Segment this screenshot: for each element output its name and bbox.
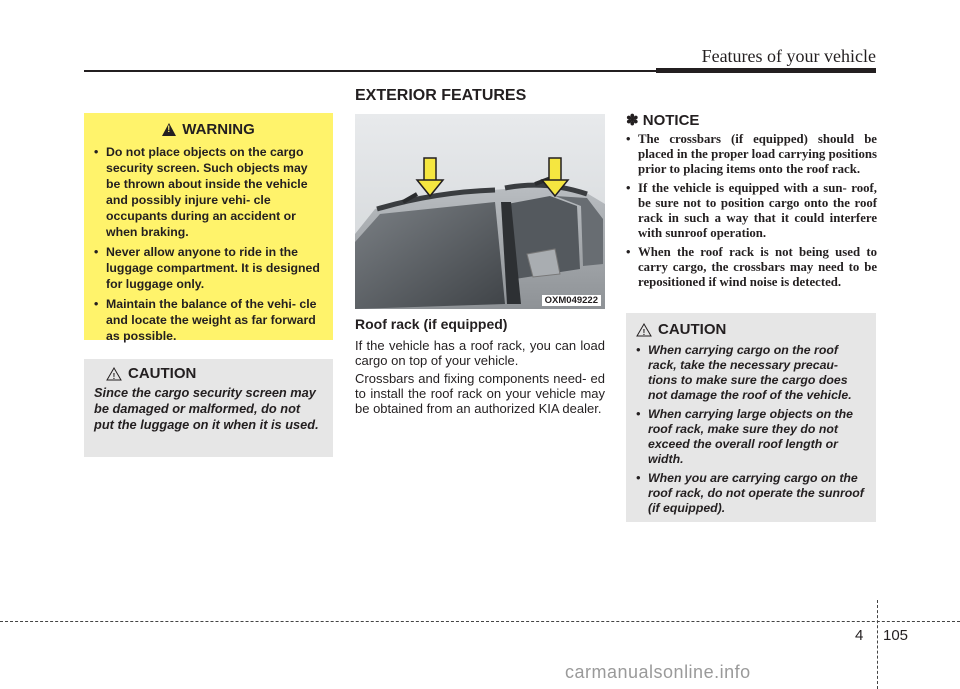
roof-rack-heading: Roof rack (if equipped) <box>355 316 508 332</box>
roof-rack-paragraph: Crossbars and fixing components need- ed to install the roof rack on your vehicle may be obtained from an authorized KIA dealer. <box>355 371 605 416</box>
notice-title: ✽ NOTICE <box>626 112 700 129</box>
list-item: • Maintain the balance of the vehi- cle and locate the weight as far forward as possible. <box>94 296 323 344</box>
header-rule-accent <box>656 68 876 73</box>
vehicle-roof-image <box>355 114 605 309</box>
list-item: • If the vehicle is equipped with a sun- roof, be sure not to position cargo onto the roof rack in such a way that it could interfere with sunroof operation. <box>626 181 877 241</box>
caution-triangle-icon <box>636 323 652 337</box>
caution-list <box>636 343 866 516</box>
svg-text:!: ! <box>112 371 116 381</box>
list-item: • When the roof rack is not being used to carry cargo, the crossbars may need to be repositioned if wind noise is detected. <box>626 245 877 290</box>
warning-title <box>94 121 323 138</box>
watermark[interactable]: carmanualsonline.info <box>565 662 751 682</box>
notice-list <box>626 132 877 294</box>
caution-box-cargo-screen <box>84 359 333 457</box>
footer-rule <box>0 621 960 622</box>
list-item: • Never allow anyone to ride in the luggage compartment. It is designed for luggage only. <box>94 244 323 292</box>
warning-title-text: WARNING <box>182 121 255 138</box>
page-number: 105 <box>883 627 909 644</box>
caution-triangle-icon <box>106 367 122 381</box>
warning-triangle-icon <box>162 123 176 136</box>
caution-title-text: CAUTION <box>658 321 727 338</box>
section-heading: EXTERIOR FEATURES <box>355 87 527 104</box>
list-item: • The crossbars (if equipped) should be placed in the proper load carrying positions prior to placing items onto the roof rack. <box>626 132 877 177</box>
caution-title <box>94 365 323 382</box>
running-header: Features of your vehicle <box>701 46 876 66</box>
caution-box-roof-rack <box>626 313 876 522</box>
roof-rack-illustration <box>355 114 605 309</box>
warning-list <box>94 144 323 344</box>
list-item: • Do not place objects on the cargo security screen. Such objects may be thrown about inside the vehicle and possibly injure vehi- cle occupants during an accident or when braking. <box>94 144 323 240</box>
footer-divider <box>877 600 878 689</box>
list-item: • When you are carrying cargo on the roof rack, do not operate the sunroof (if equipped). <box>636 471 866 516</box>
caution-text: Since the cargo security screen may be damaged or malformed, do not put the luggage on it when it is used. <box>94 385 319 432</box>
chapter-number: 4 <box>855 627 864 644</box>
list-item: • When carrying cargo on the roof rack, take the necessary precau- tions to make sure the cargo does not damage the roof of the vehicle. <box>636 343 866 403</box>
roof-rack-paragraph: If the vehicle has a roof rack, you can load cargo on top of your vehicle. <box>355 338 605 368</box>
figure-code: OXM049222 <box>542 295 601 306</box>
svg-text:!: ! <box>642 327 646 337</box>
list-item: • When carrying large objects on the roof rack, make sure they do not exceed the overall roof length or width. <box>636 407 866 467</box>
caution-title <box>636 321 866 338</box>
warning-box <box>84 113 333 343</box>
caution-title-text: CAUTION <box>128 365 197 382</box>
